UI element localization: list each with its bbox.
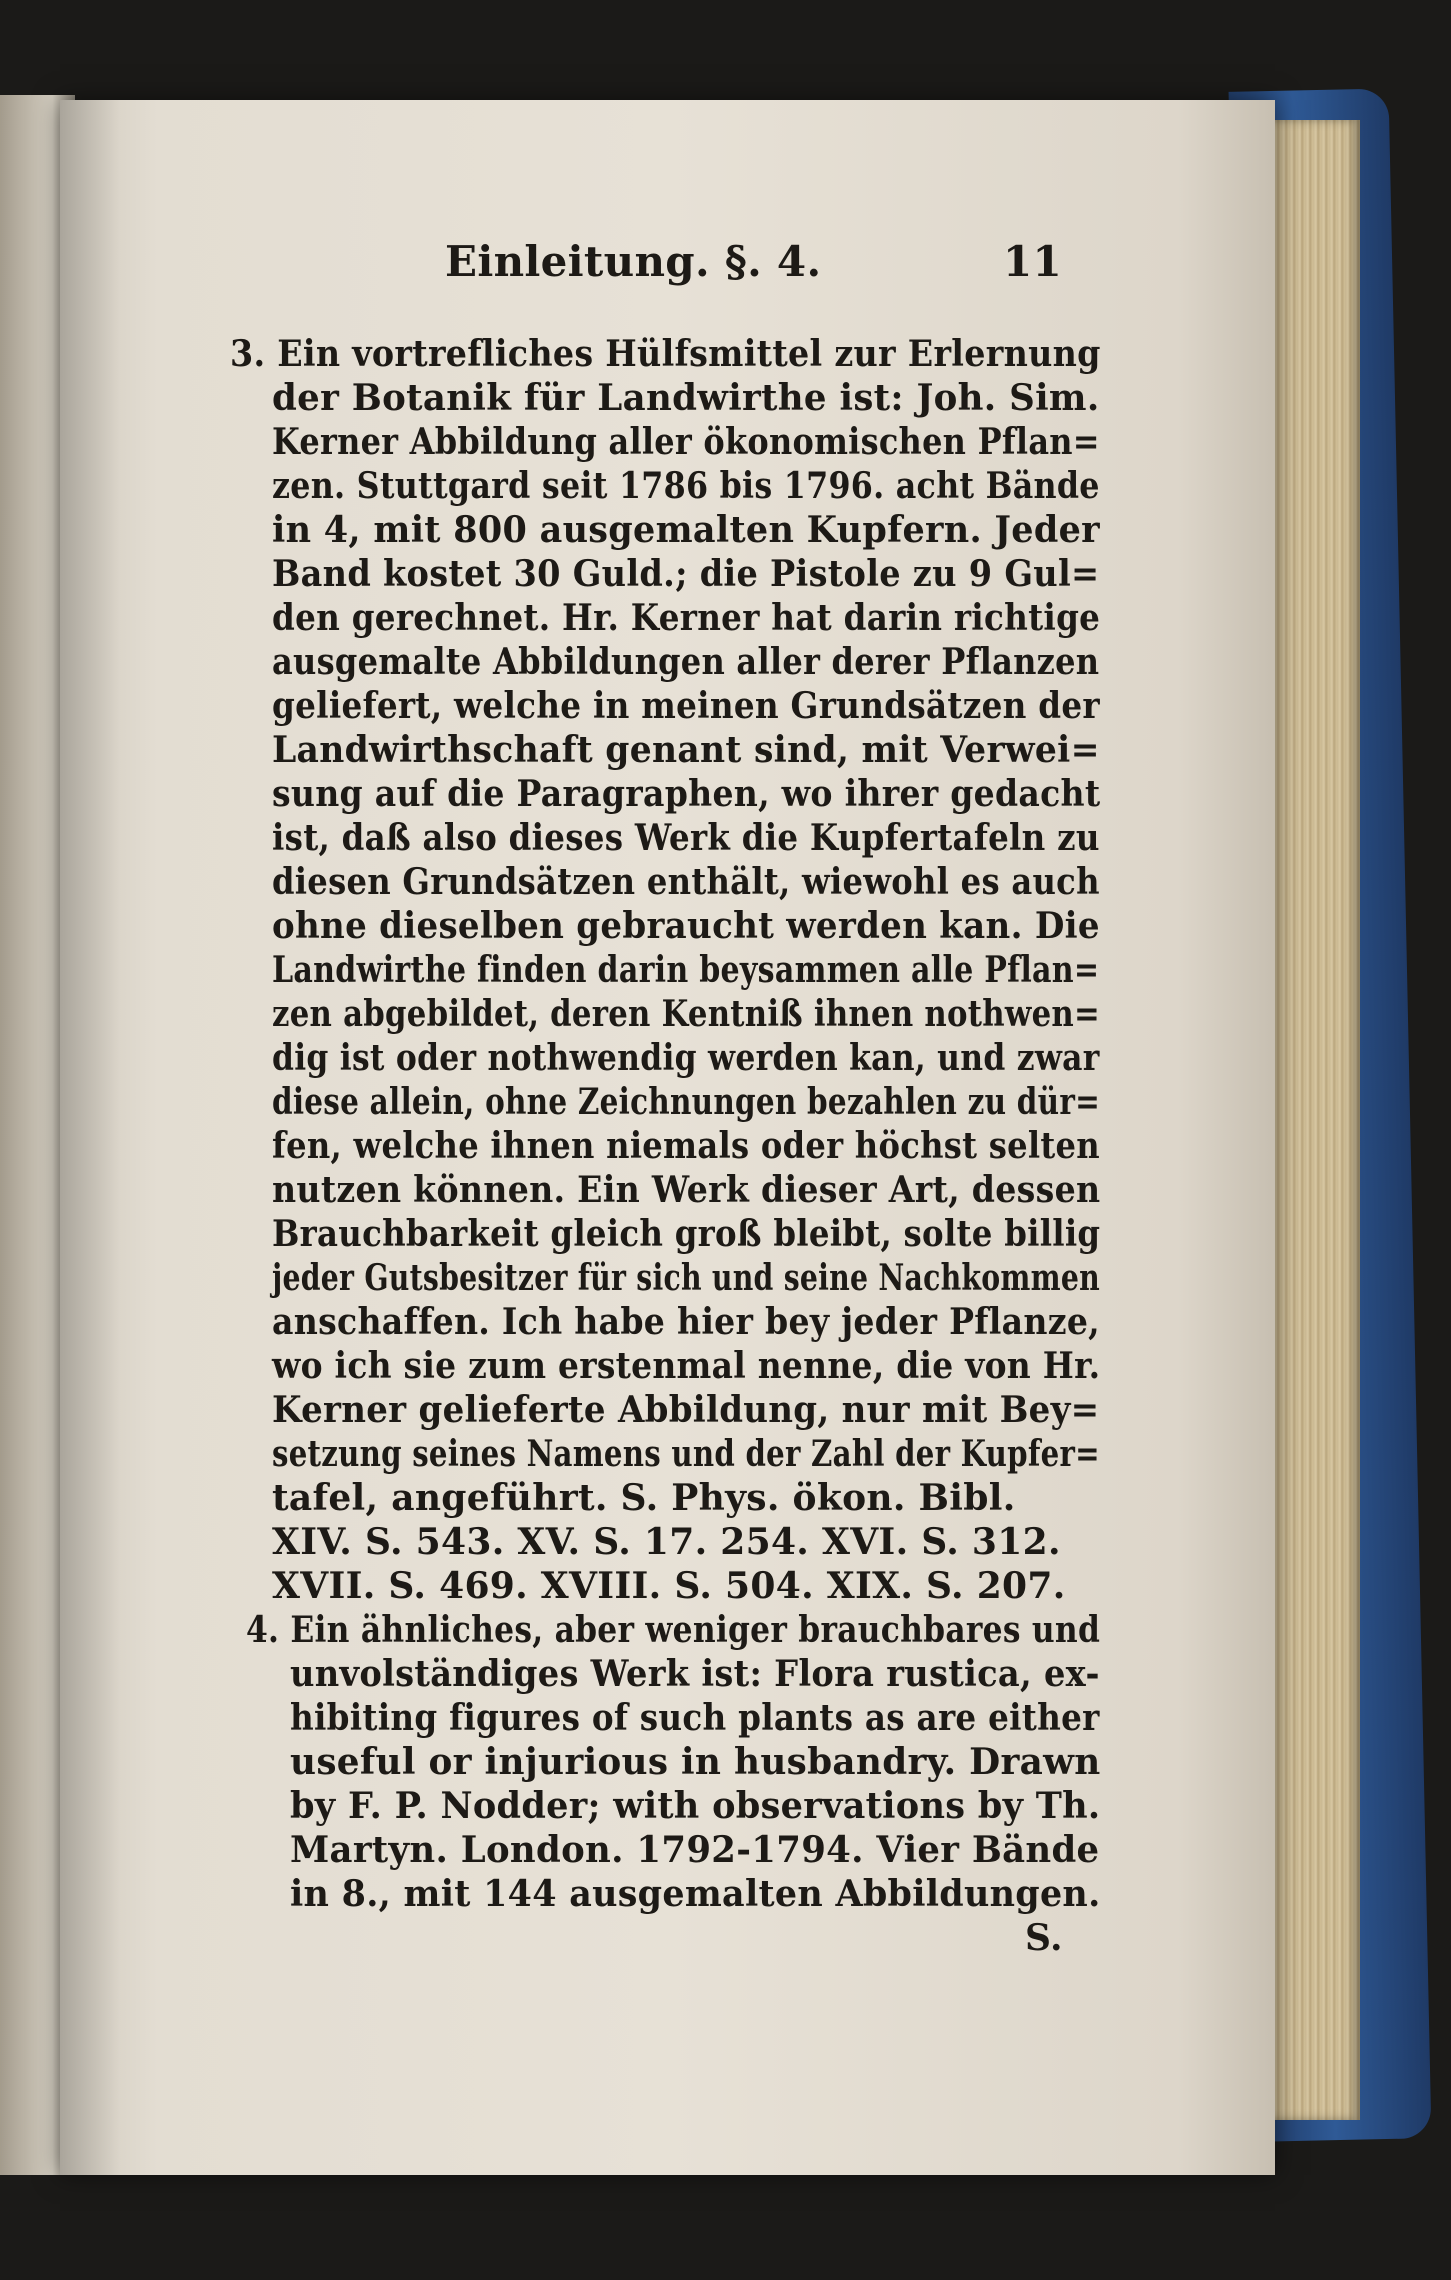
- text-line: jeder Gutsbesitzer für sich und seine Nachkommen: [272, 1257, 1100, 1299]
- text-line: ist, daß also dieses Werk die Kupfertafeln zu: [272, 817, 1100, 859]
- running-header: Einleitung. §. 4.: [445, 237, 822, 286]
- page-number: 11: [1003, 237, 1063, 286]
- text-line: in 4, mit 800 ausgemalten Kupfern. Jeder: [272, 509, 1100, 551]
- text-line: zen abgebildet, deren Kentniß ihnen nothwen=: [272, 993, 1101, 1035]
- text-line: XVII. S. 469. XVIII. S. 504. XIX. S. 207.: [272, 1565, 1066, 1607]
- text-line: 3. Ein vortrefliches Hülfsmittel zur Erlernung: [230, 333, 1101, 375]
- text-line: den gerechnet. Hr. Kerner hat darin richtige: [272, 597, 1101, 639]
- text-line: setzung seines Namens und der Zahl der Kupfer=: [272, 1433, 1100, 1475]
- text-line: geliefert, welche in meinen Grundsätzen der: [272, 685, 1100, 727]
- text-line: Kerner gelieferte Abbildung, nur mit Bey=: [272, 1389, 1100, 1431]
- text-line: Landwirthschaft genant sind, mit Verwei=: [272, 729, 1100, 771]
- text-line: der Botanik für Landwirthe ist: Joh. Sim.: [272, 377, 1100, 419]
- text-line: wo ich sie zum erstenmal nenne, die von Hr.: [272, 1345, 1101, 1387]
- text-line: diesen Grundsätzen enthält, wiewohl es auch: [272, 861, 1100, 903]
- text-line: by F. P. Nodder; with observations by Th.: [290, 1785, 1101, 1827]
- text-line: Brauchbarkeit gleich groß bleibt, solte billig: [272, 1213, 1101, 1255]
- text-line: Kerner Abbildung aller ökonomischen Pflan=: [272, 421, 1100, 463]
- text-line: nutzen können. Ein Werk dieser Art, dessen: [272, 1169, 1101, 1211]
- text-line: in 8., mit 144 ausgemalten Abbildungen.: [290, 1873, 1101, 1915]
- text-line: tafel, angeführt. S. Phys. ökon. Bibl.: [272, 1477, 1016, 1519]
- text-line: unvolständiges Werk ist: Flora rustica, ex-: [290, 1653, 1100, 1695]
- text-line: fen, welche ihnen niemals oder höchst selten: [272, 1125, 1100, 1167]
- text-line: Landwirthe finden darin beysammen alle Pflan=: [272, 949, 1100, 991]
- text-line: Band kostet 30 Guld.; die Pistole zu 9 Gul=: [272, 553, 1100, 595]
- text-line: useful or injurious in husbandry. Drawn: [290, 1741, 1101, 1783]
- text-line: hibiting figures of such plants as are either: [290, 1697, 1100, 1739]
- text-line: ausgemalte Abbildungen aller derer Pflanzen: [272, 641, 1100, 683]
- catchword: S.: [1025, 1917, 1063, 1959]
- text-line: Martyn. London. 1792-1794. Vier Bände: [290, 1829, 1100, 1871]
- text-line: 4. Ein ähnliches, aber weniger brauchbares und: [246, 1609, 1101, 1651]
- text-line: diese allein, ohne Zeichnungen bezahlen zu dür=: [272, 1081, 1101, 1123]
- text-line: sung auf die Paragraphen, wo ihrer gedacht: [272, 773, 1101, 815]
- text-line: zen. Stuttgard seit 1786 bis 1796. acht Bände: [272, 465, 1100, 507]
- text-line: dig ist oder nothwendig werden kan, und zwar: [272, 1037, 1100, 1079]
- text-line: XIV. S. 543. XV. S. 17. 254. XVI. S. 312.: [272, 1521, 1061, 1563]
- text-line: ohne dieselben gebraucht werden kan. Die: [272, 905, 1100, 947]
- text-line: anschaffen. Ich habe hier bey jeder Pflanze,: [272, 1301, 1100, 1343]
